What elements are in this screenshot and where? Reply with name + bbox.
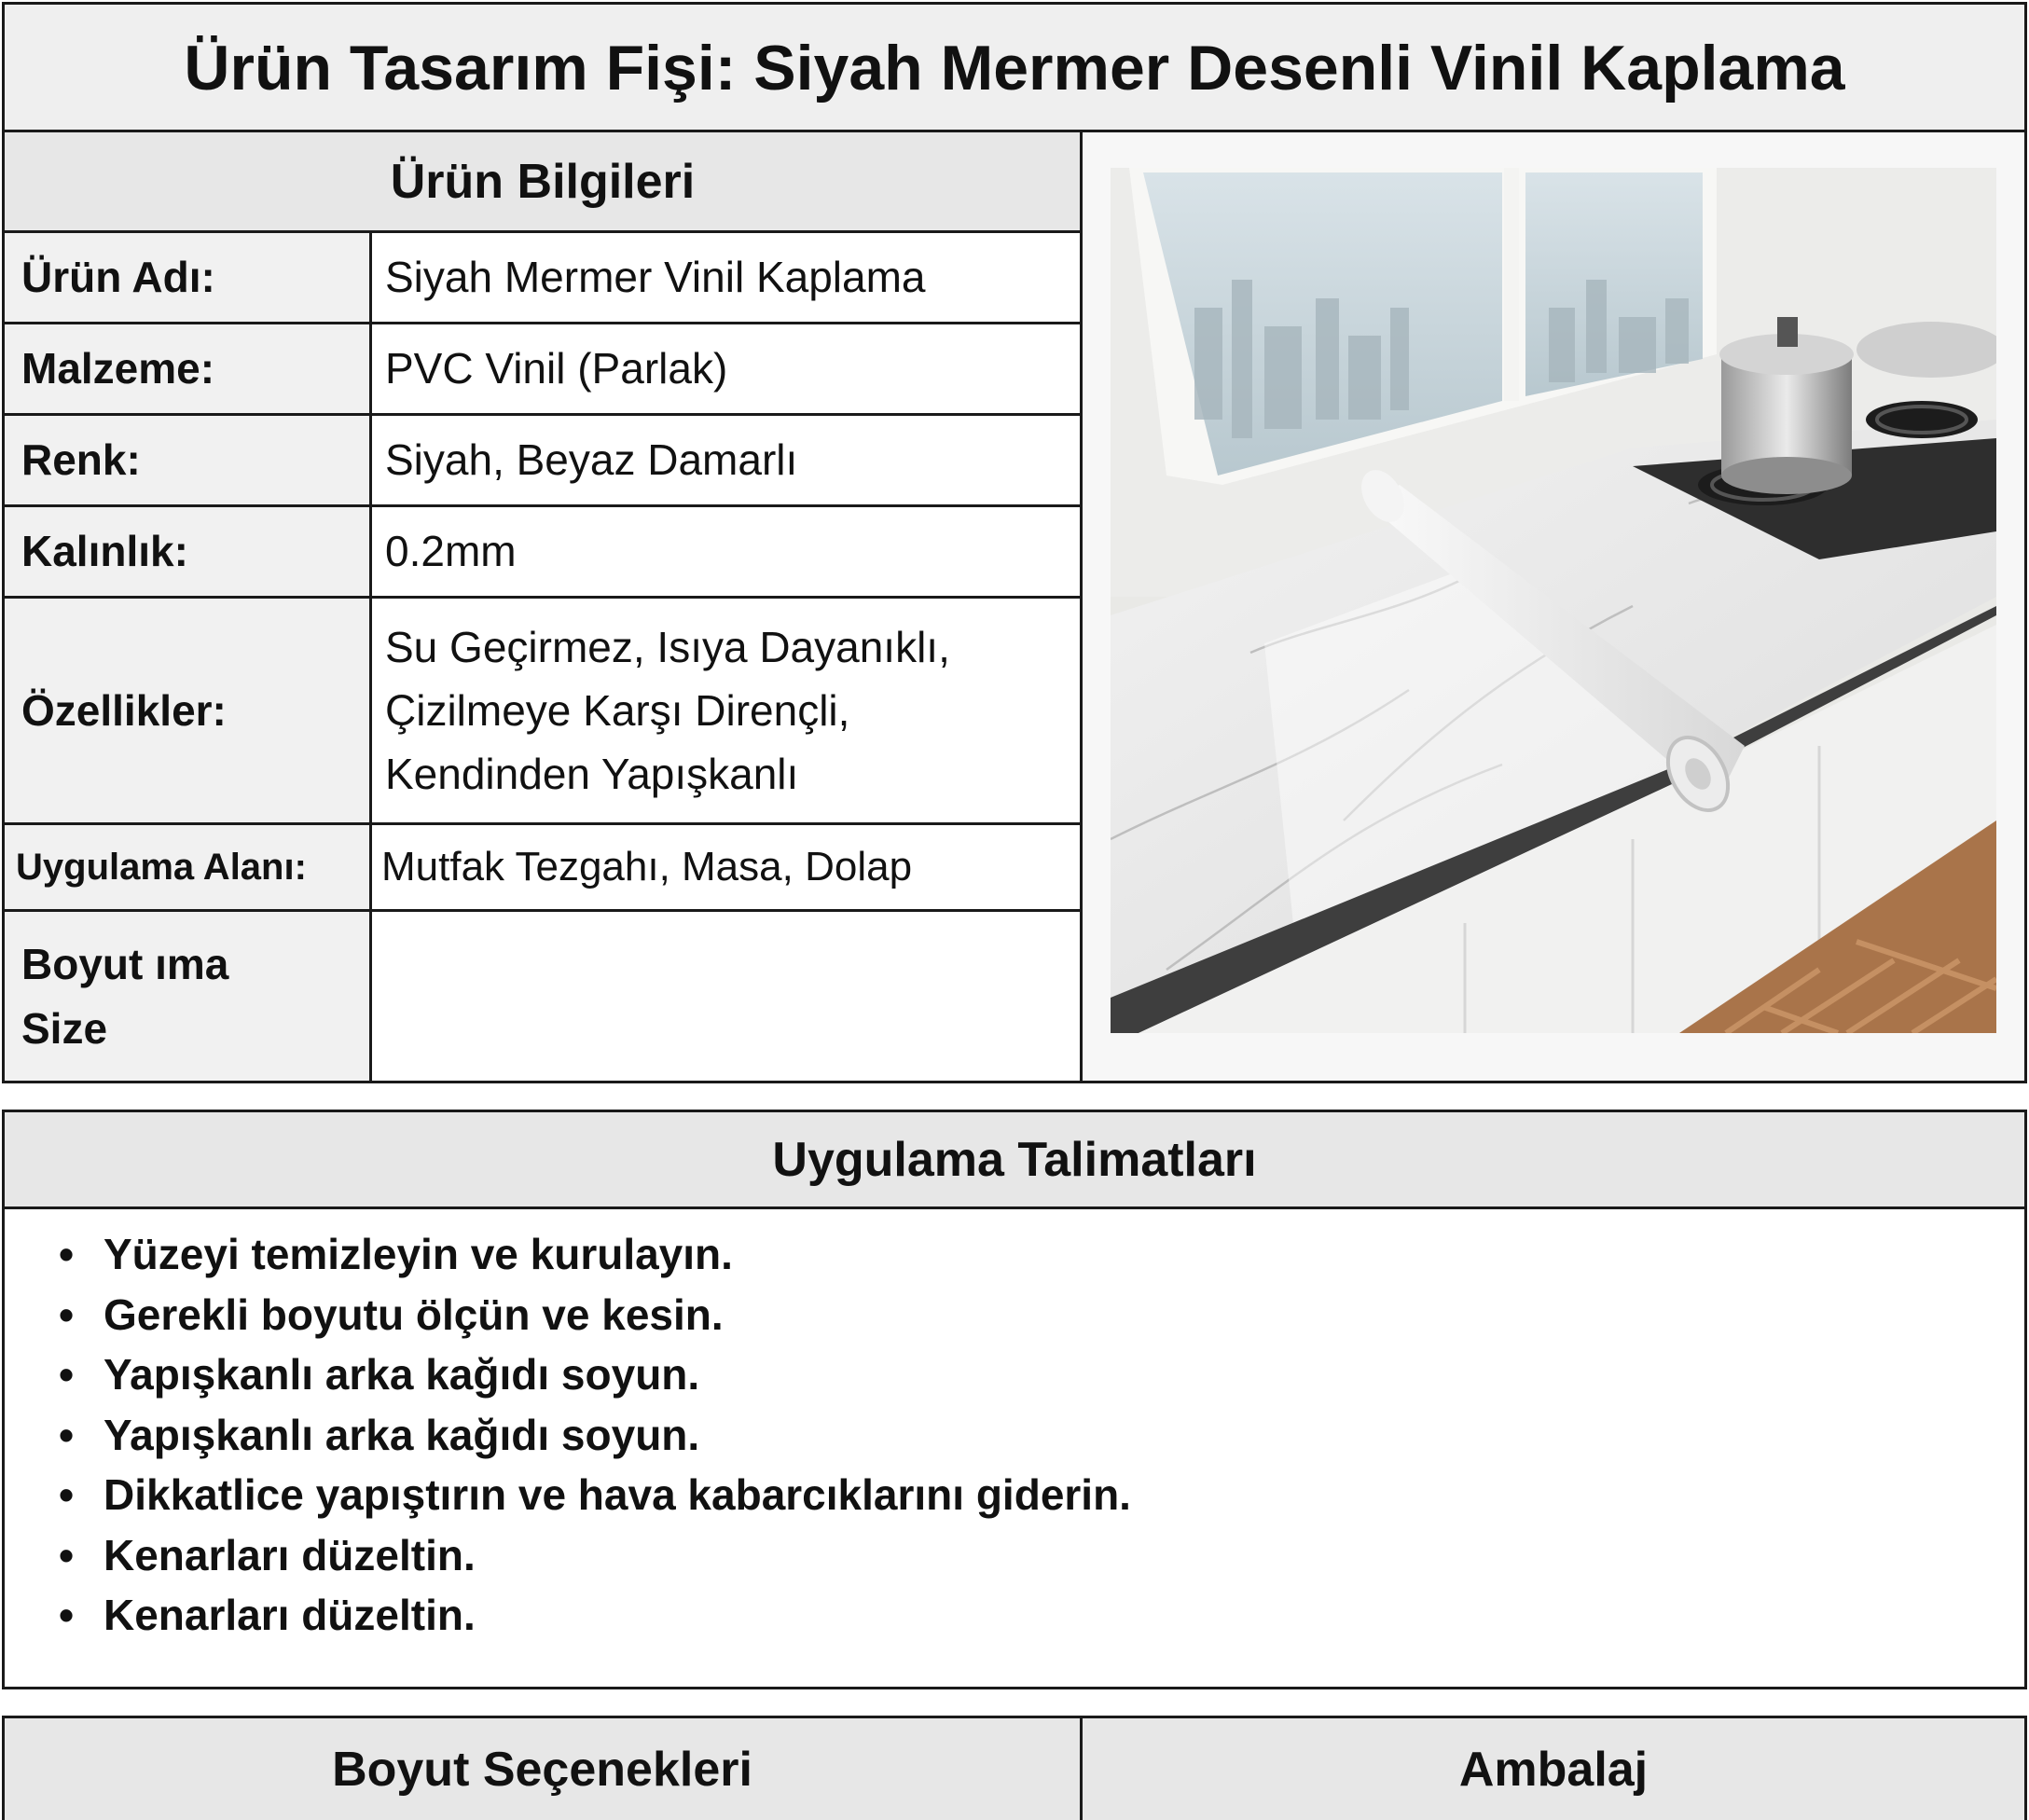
bottom-panel [2, 1716, 2027, 1820]
info-row-features [5, 599, 1081, 825]
title-panel [2, 2, 2027, 133]
info-row-material [5, 324, 1081, 416]
info-label: Ürün Adı: [5, 233, 372, 322]
info-row-color [5, 416, 1081, 507]
size-options-header: Boyut Seçenekleri [5, 1718, 1083, 1820]
info-value [372, 912, 1081, 1081]
info-row-application [5, 825, 1081, 912]
page-title: Ürün Tasarım Fişi: Siyah Mermer Desenli Vinil Kaplama [5, 5, 2024, 131]
info-value: 0.2mm [372, 507, 1081, 596]
info-label: Kalınlık: [5, 507, 372, 596]
info-label: Özellikler: [5, 599, 372, 822]
info-label: Renk: [5, 416, 372, 504]
list-item: • Kenarları düzeltin. [59, 1585, 1131, 1646]
info-value: Su Geçirmez, Isıya Dayanıklı, Çizilmeye Karşı Dirençli, Kendinden Yapışkanlı [372, 599, 1081, 822]
info-value: Siyah Mermer Vinil Kaplama [372, 233, 1081, 322]
info-value: Siyah, Beyaz Damarlı [372, 416, 1081, 504]
list-item: • Yapışkanlı arka kağıdı soyun. [59, 1344, 1131, 1405]
product-photo-panel [1080, 130, 2027, 1083]
info-value: PVC Vinil (Parlak) [372, 324, 1081, 413]
product-info-header: Ürün Bilgileri [5, 132, 1081, 233]
list-item: • Gerekli boyutu ölçün ve kesin. [59, 1285, 1131, 1345]
instructions-header: Uygulama Talimatları [5, 1112, 2024, 1209]
packaging-header: Ambalaj [1083, 1718, 2024, 1820]
list-item: • Yüzeyi temizleyin ve kurulayın. [59, 1224, 1131, 1285]
info-row-thickness [5, 507, 1081, 599]
list-item: • Kenarları düzeltin. [59, 1525, 1131, 1586]
instructions-list [59, 1224, 1131, 1646]
kitchen-countertop-photo [1111, 168, 1996, 1033]
list-item: • Yapışkanlı arka kağıdı soyun. [59, 1405, 1131, 1466]
instructions-panel [2, 1110, 2027, 1689]
product-info-panel [2, 130, 1084, 1083]
info-row-name [5, 233, 1081, 324]
info-label: Uygulama Alanı: [5, 825, 372, 909]
info-row-size [5, 912, 1081, 1081]
info-value: Mutfak Tezgahı, Masa, Dolap [372, 825, 1081, 909]
list-item: • Dikkatlice yapıştırın ve hava kabarcıklarını giderin. [59, 1465, 1131, 1525]
info-label: Boyut ıma Size [5, 912, 372, 1081]
info-label: Malzeme: [5, 324, 372, 413]
